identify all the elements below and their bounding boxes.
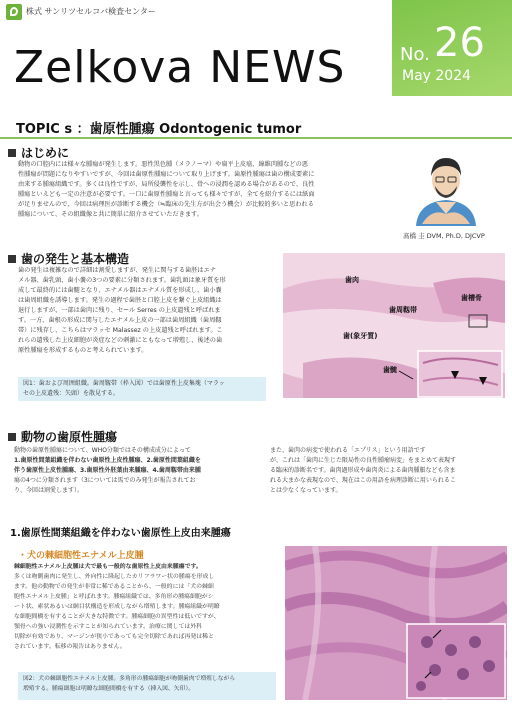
text-line: 歯の発生は複雑なので詳細は割愛しますが、発生に関与する歯胚はエナ (18, 267, 216, 274)
text-line: 胞性エナメル上皮腫」と呼ばれます。腫瘍組織では、多角形の腫瘍細胞がシ (14, 594, 214, 600)
text-line: 瘍の4つに分類されます（3については馬でのみ発生が報告されてお (14, 477, 196, 484)
text-line: 退行しますが、一部は歯肉に残り、セール Serres の上皮遺残と呼ばれま (18, 307, 221, 314)
intro-heading: はじめに (8, 144, 69, 161)
label-pulp: 歯髄 (383, 366, 397, 374)
figure2-caption (18, 672, 276, 700)
text-line: 動物の歯原性腫瘍について、WHO分類ではその構成成分によって (14, 447, 191, 454)
text-line: とは少なくなっています。 (270, 487, 342, 494)
text-line: 伴う歯原性上皮性腫瘍、3.歯原性外胚葉由来腫瘍、4.歯周靱帯由来腫 (14, 467, 201, 474)
text-line: 1.歯原性間葉組織を伴わない歯原性上皮性腫瘍、2.歯原性間葉組織を (14, 457, 201, 464)
bullet-square-icon (8, 149, 16, 157)
text-line: が足りませんので、今回は病理医が診断する機会（≒臨床の先生方が出会う機会）が比較的多いと思われる (18, 201, 314, 208)
text-line: メル器、歯乳頭、歯小嚢の3つの要素に分類されます。歯乳頭は象牙質を形 (18, 277, 226, 284)
text-line: は歯周組織を誘導します。発生の過程で歯胚と口腔上皮を繋ぐ上皮組織は (18, 297, 222, 304)
newsletter-title: Zelkova NEWS (14, 42, 346, 93)
ameloblastoma-histology-image (285, 546, 507, 700)
label-alveolar-bone: 歯槽骨 (461, 294, 482, 302)
text-line: る臨床的診断名です。歯肉過形成や歯肉炎による歯肉腫脹なども含ま (270, 467, 456, 474)
text-line: れる大まかな表現なので、現在はこの用語を病理診断に用いられるこ (270, 477, 456, 484)
animal-text-right (270, 446, 506, 496)
text-line: 顎骨への強い浸潤性を示すことが知られています。治療に関しては外科 (14, 624, 203, 630)
text-line: されています。転移の報告はありません。 (14, 644, 126, 650)
acanthomatous-ameloblastoma-heading: ・犬の棘細胞性エナメル上皮腫 (18, 551, 144, 561)
topic-divider (0, 137, 512, 139)
org-name: 株式 サンリツセルコバ検査センター (26, 7, 156, 16)
animal-heading: 動物の歯原性腫瘍 (8, 428, 117, 445)
label-periodontal-ligament: 歯周靱帯 (389, 306, 417, 314)
caption-line: 図1：歯および周囲組織。歯周靱帯（枠入図）では歯原性上皮集塊（マラッ (23, 380, 225, 387)
issue-number-label: No. (400, 44, 430, 65)
tooth-text (18, 266, 276, 356)
tooth-histology-image (283, 253, 505, 398)
label-dentin: 歯(象牙質) (343, 332, 378, 340)
issue-number: 26 (434, 20, 485, 66)
text-line: 原性腫瘍を形成するものと考えられています。 (18, 347, 148, 354)
author-name: 髙橋 圭 DVM, Ph.D, DJCVP (403, 232, 485, 240)
caption-line: 増殖する。腫瘍細胞は明瞭な細胞間橋を有する（挿入図、矢印）。 (23, 686, 195, 692)
text-line: 帯）に残存し、こちらはマラッセ Malassez の上皮遺残と呼ばれます。こ (18, 327, 223, 334)
figure1-tooth-histology (283, 253, 505, 398)
tooth-heading: 歯の発生と基本構造 (8, 250, 129, 267)
intro-text (18, 160, 390, 220)
issue-date: May 2024 (402, 68, 472, 84)
figure2-ameloblastoma-histology (285, 546, 507, 700)
text-line: 由来する腫瘍組織です。多くは良性ですが、局所侵襲性を示し、骨への浸潤を認める場合があるので、良性 (18, 181, 315, 188)
text-line: 成して最終的には歯髄となり、エナメル器はエナメル質を形成し、歯小嚢 (18, 287, 222, 294)
text-line: ート状、索状あるいは網目状構造を形成しながら増殖します。腫瘍組織が明瞭 (14, 604, 220, 610)
topic-title: TOPIC s ：歯原性腫瘍 Odontogenic tumor (16, 122, 302, 137)
text-line: 腫瘍といえども一定の注意が必要です。一口に歯原性腫瘍と言っても様々ですが、全てを紹介するには紙面 (18, 191, 315, 198)
text-line: 性腫瘍が問題になりやすいですが、今回は歯原性腫瘍について取り上げます。歯原性腫瘍は歯の構成要素に (18, 171, 315, 178)
section1-heading: 1.歯原性間葉組織を伴わない歯原性上皮由来腫瘍 (10, 528, 231, 539)
text-line: 切除が有効であり、マージンが狭小であっても完全切除であれば再発は稀と (14, 634, 214, 640)
animal-text-left (14, 446, 264, 496)
text-line: す。一方、歯根の形成に関与したエナメル上皮の一部は歯周組織（歯周靱 (18, 317, 222, 324)
text-line: ます。他の動物での発生が非常に稀であることから、一般的には「犬の棘細 (14, 584, 214, 590)
company-logo-icon (6, 4, 22, 20)
text-line: り、今回は割愛します）。 (14, 487, 84, 494)
caption-line: セの上皮遺残：矢頭）を散見する。 (23, 390, 120, 397)
label-gingiva: 歯肉 (345, 276, 359, 284)
issue-badge (392, 0, 512, 96)
section1-text (14, 562, 276, 652)
text-line: れらの遺残した上皮細胞が炎症などの刺激にともなって増殖し、後述の歯 (18, 337, 223, 344)
caption-line: 図2：犬の棘細胞性エナメル上皮腫。多角形の腫瘍細胞が吻側歯肉で増殖しながら (23, 676, 236, 682)
text-line: が、これは「歯肉に生じた限局性の良性腫瘤病変」をまとめて表現す (270, 457, 457, 464)
figure1-caption (18, 377, 266, 401)
bullet-square-icon (8, 433, 16, 441)
text-line: 棘細胞性エナメル上皮腫は犬で最も一般的な歯原性上皮由来腫瘍です。 (14, 564, 202, 570)
text-line: 腫瘍について、その組織像と共に簡単に紹介させていただきます。 (18, 211, 203, 218)
text-line: 動物の口腔内には様々な腫瘍が発生します。悪性黒色腫（メラノーマ）や扁平上皮癌、線維肉腫などの悪 (18, 161, 308, 168)
author-portrait (408, 144, 484, 226)
text-line: また、歯肉の病変で使われる「エプリス」という用語です (270, 447, 426, 454)
text-line: な細胞間橋を有することが大きな特徴です。腫瘍細胞の異型性は低いですが、 (14, 614, 220, 620)
bullet-square-icon (8, 255, 16, 263)
text-line: 多くは吻側歯肉に発生し、外向性に隆起したカリフラワー状の腫瘍を形成し (14, 574, 215, 580)
